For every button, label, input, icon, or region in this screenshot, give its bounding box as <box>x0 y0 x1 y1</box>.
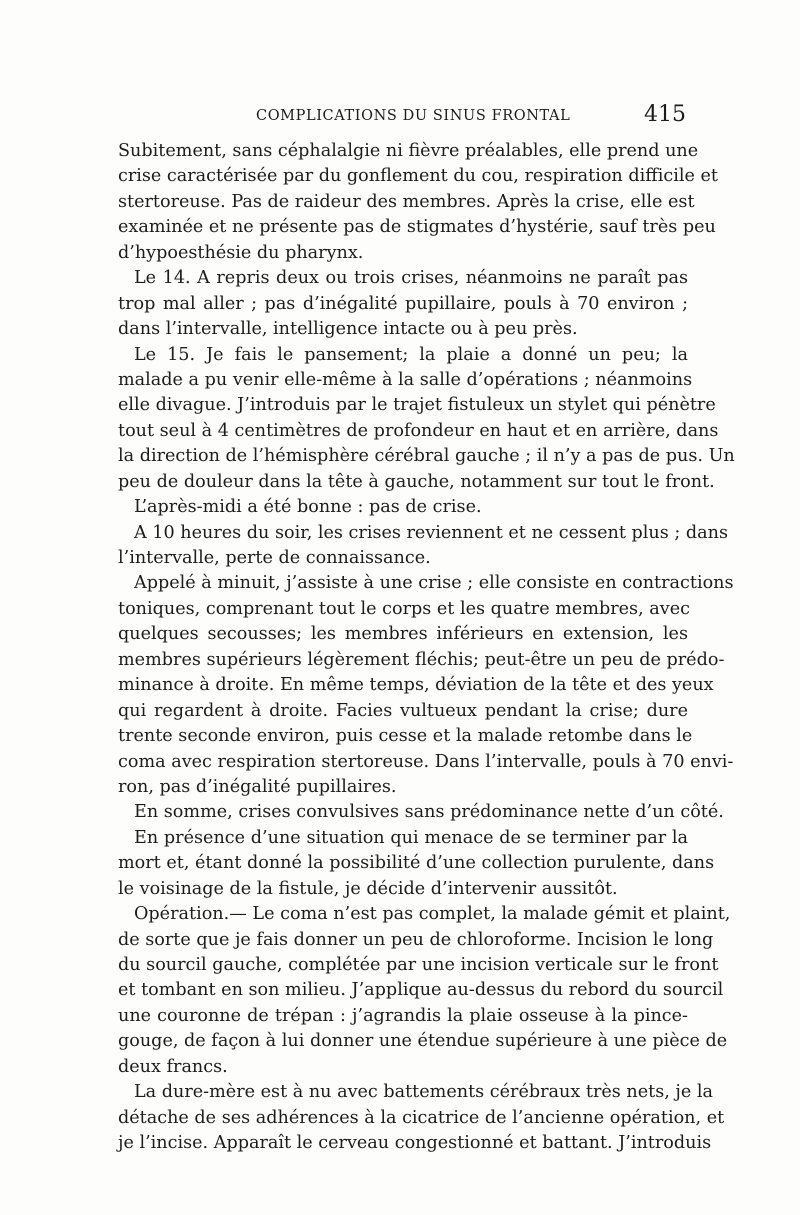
text-line: trente seconde environ, puis cesse et la malade retombe dans le <box>118 726 693 747</box>
text-line: je l’incise. Apparaît le cerveau congestionné et battant. J’introduis <box>118 1133 712 1154</box>
paragraph <box>118 902 731 1080</box>
paragraph <box>118 139 718 266</box>
text-line: crise caractérisée par du gonflement du cou, respiration difficile et <box>118 166 718 187</box>
text-line: quelques secousses; les membres inférieurs en extension, les <box>118 624 688 645</box>
text-line: Opération.— Le coma n’est pas complet, la malade gémit et plaint, <box>134 904 731 925</box>
text-line: stertoreuse. Pas de raideur des membres. Après la crise, elle est <box>118 191 695 212</box>
text-line: Le 14. A repris deux ou trois crises, néanmoins ne paraît pas <box>134 268 688 289</box>
text-line: trop mal aller ; pas d’inégalité pupillaire, pouls à 70 environ ; <box>118 293 688 314</box>
text-line: de sorte que je fais donner un peu de chloroforme. Incision le long <box>118 929 714 950</box>
text-line: la direction de l’hémisphère cérébral gauche ; il n’y a pas de pus. Un <box>118 446 735 467</box>
text-line: malade a pu venir elle-même à la salle d’opérations ; néanmoins <box>118 369 693 390</box>
text-line: Le 15. Je fais le pansement; la plaie a donné un peu; la <box>134 344 688 365</box>
text-line: tout seul à 4 centimètres de profondeur en haut et en arrière, dans <box>118 420 719 441</box>
text-line: En présence d’une situation qui menace de se terminer par la <box>134 827 688 848</box>
text-line: minance à droite. En même temps, déviation de la tête et des yeux <box>118 675 714 696</box>
text-line: une couronne de trépan : j’agrandis la plaie osseuse à la pince- <box>118 1005 688 1026</box>
paragraph <box>118 495 688 520</box>
text-line: qui regardent à droite. Facies vultueux pendant la crise; dure <box>118 700 688 721</box>
paragraph <box>118 521 728 572</box>
text-line: ron, pas d’inégalité pupillaires. <box>118 776 397 797</box>
text-line: et tombant en son milieu. J’applique au-dessus du rebord du sourcil <box>118 980 724 1001</box>
page-header <box>118 104 686 134</box>
page-number: 415 <box>644 102 686 127</box>
text-line: d’hypoesthésie du pharynx. <box>118 242 364 263</box>
text-line: membres supérieurs légèrement fléchis; peut-être un peu de prédo- <box>118 649 725 670</box>
paragraph <box>118 826 715 902</box>
text-line: Subitement, sans céphalalgie ni fièvre préalables, elle prend une <box>118 141 699 161</box>
text-line: mort et, étant donné la possibilité d’une collection purulente, dans <box>118 853 715 874</box>
text-line: deux francs. <box>118 1056 228 1077</box>
text-line: elle divague. J’introduis par le trajet fistuleux un stylet qui pénètre <box>118 395 716 416</box>
text-line: peu de douleur dans la tête à gauche, notamment sur tout le front. <box>118 471 715 492</box>
text-line: détache de ses adhérences à la cicatrice de l’ancienne opération, et <box>118 1107 725 1128</box>
text-line: l’intervalle, perte de connaissance. <box>118 548 431 568</box>
text-line: examinée et ne présente pas de stigmates d’hystérie, sauf très peu <box>118 217 716 238</box>
text-line: Appelé à minuit, j’assiste à une crise ; elle consiste en contractions <box>134 573 734 594</box>
paragraph <box>118 571 734 800</box>
running-head: COMPLICATIONS DU SINUS FRONTAL <box>256 108 571 124</box>
text-line: gouge, de façon à lui donner une étendue supérieure à une pièce de <box>118 1031 728 1052</box>
text-line: toniques, comprenant tout le corps et les quatre membres, avec <box>118 598 690 619</box>
paragraph <box>118 343 735 496</box>
text-line: L’après-midi a été bonne : pas de crise. <box>134 497 482 518</box>
text-line: coma avec respiration stertoreuse. Dans l’intervalle, pouls à 70 envi- <box>118 751 734 772</box>
text-line: dans l’intervalle, intelligence intacte ou à peu près. <box>118 319 578 340</box>
body-text <box>118 139 735 1157</box>
text-line: du sourcil gauche, complétée par une incision verticale sur le front <box>118 955 719 975</box>
text-line: En somme, crises convulsives sans prédominance nette d’un côté. <box>134 802 724 823</box>
paragraph <box>118 800 724 825</box>
text-line: La dure-mère est à nu avec battements cérébraux très nets, je la <box>134 1082 713 1103</box>
paragraph <box>118 1080 725 1156</box>
paragraph <box>118 266 688 342</box>
text-line: le voisinage de la fistule, je décide d’intervenir aussitôt. <box>118 878 618 899</box>
text-line: A 10 heures du soir, les crises reviennent et ne cessent plus ; dans <box>134 522 728 543</box>
